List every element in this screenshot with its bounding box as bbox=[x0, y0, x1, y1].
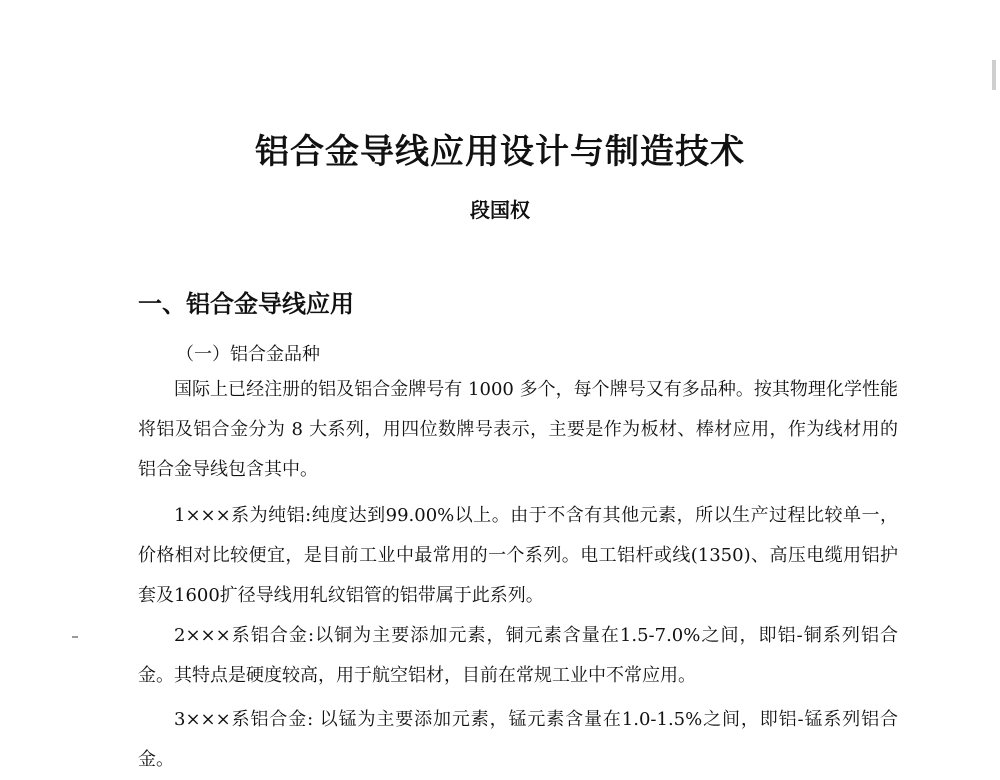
section-heading: 一、铝合金导线应用 bbox=[138, 290, 354, 318]
paragraph: 2×××系铝合金:以铜为主要添加元素，铜元素含量在1.5-7.0%之间，即铝-铜系列铝合金。其特点是硬度较高，用于航空铝材，目前在常规工业中不常应用。 bbox=[138, 625, 898, 686]
scan-artifact bbox=[72, 636, 78, 638]
scan-artifact bbox=[992, 60, 996, 90]
paragraph: 3×××系铝合金: 以锰为主要添加元素，锰元素含量在1.0-1.5%之间，即铝-锰系列铝合金。 bbox=[138, 709, 898, 770]
subsection-heading: （一）铝合金品种 bbox=[176, 344, 320, 365]
document-author: 段国权 bbox=[470, 198, 530, 222]
paragraph: 国际上已经注册的铝及铝合金牌号有 1000 多个，每个牌号又有多品种。按其物理化学性能将铝及铝合金分为 8 大系列，用四位数牌号表示，主要是作为板材、棒材应用，作为线材用的铝合金导线包含其中。 bbox=[138, 379, 898, 480]
paragraph: 1×××系为纯铝:纯度达到99.00%以上。由于不含有其他元素，所以生产过程比较单一，价格相对比较便宜，是目前工业中最常用的一个系列。电工铝杆或线(1350)、高压电缆用铝护套及1600扩径导线用轧纹铝管的铝带属于此系列。 bbox=[138, 505, 898, 606]
document-title: 铝合金导线应用设计与制造技术 bbox=[255, 132, 745, 172]
